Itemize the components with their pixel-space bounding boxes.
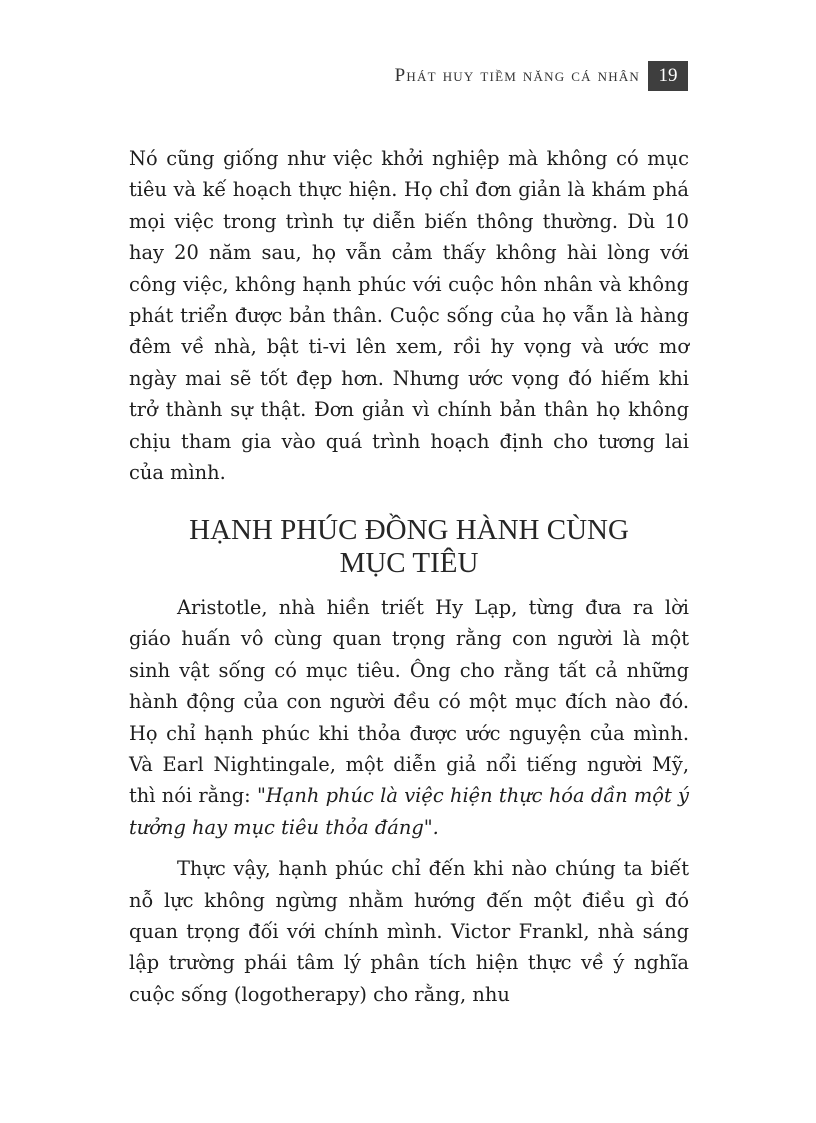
section-heading-line-1: HẠNH PHÚC ĐỒNG HÀNH CÙNG [189,514,629,546]
paragraph-frankl: Thực vậy, hạnh phúc chỉ đến khi nào chúng ta biết nỗ lực không ngừng nhằm hướng đến một điều gì đó quan trọng đối với chính mình. Victor Frankl, nhà sáng lập trường phái tâm lý phân tích hiện thực về ý nghĩa cuộc sống (logotherapy) cho rằng, nhu [129,857,689,1006]
page-number: 19 [648,61,688,91]
section-heading-line-2: MỤC TIÊU [339,547,479,579]
body-text-section [129,592,689,1010]
running-header [395,61,688,91]
nightingale-quote: "Hạnh phúc là việc hiện thực hóa dần một ý tưởng hay mục tiêu thỏa đáng". [129,784,689,839]
running-title: Phát huy tiềm năng cá nhân [394,65,640,86]
section-heading [129,514,689,580]
paragraph-aristotle-text: Aristotle, nhà hiền triết Hy Lạp, từng đưa ra lời giáo huấn vô cùng quan trọng rằng con người là một sinh vật sống có mục tiêu. Ông cho rằng tất cả những hành động của con người đều có một mục đích nào đó. Họ chỉ hạnh phúc khi thỏa được ước nguyện của mình. Và Earl Nightingale, một diễn giả nổi tiếng người Mỹ, thì nói rằng: [129,596,689,808]
body-text-top [129,143,689,488]
paragraph-aristotle [129,592,689,843]
paragraph: Nó cũng giống như việc khởi nghiệp mà không có mục tiêu và kế hoạch thực hiện. Họ chỉ đơn giản là khám phá mọi việc trong trình tự diễn biến thông thường. Dù 10 hay 20 năm sau, họ vẫn cảm thấy không hài lòng với công việc, không hạnh phúc với cuộc hôn nhân và không phát triển được bản thân. Cuộc sống của họ vẫn là hàng đêm về nhà, bật ti-vi lên xem, rồi hy vọng và ước mơ ngày mai sẽ tốt đẹp hơn. Nhưng ước vọng đó hiếm khi trở thành sự thật. Đơn giản vì chính bản thân họ không chịu tham gia vào quá trình hoạch định cho tương lai của mình. [129,147,689,485]
